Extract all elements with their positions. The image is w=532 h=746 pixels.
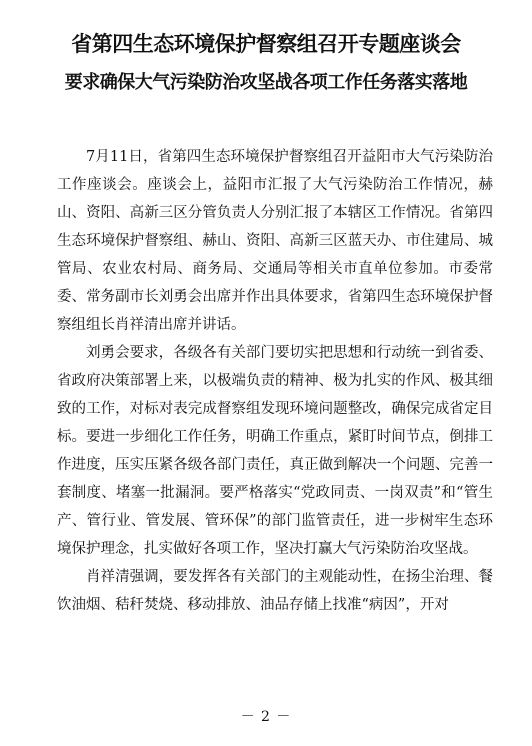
paragraph-3: 肖祥清强调，要发挥各有关部门的主观能动性，在扬尘治理、餐饮油烟、秸秆焚烧、移动排放、油品存储上找准“病因”，开对 — [57, 569, 493, 613]
paragraph-1: 7月11日，省第四生态环境保护督察组召开益阳市大气污染防治工作座谈会。座谈会上，益阳市汇报了大气污染防治工作情况，赫山、资阳、高新三区分管负责人分别汇报了本辖区工作情况。省第四生态环境保护督察组、赫山、资阳、高新三区蓝天办、市住建局、城管局、农业农村局、商务局、交通局等相关市直单位参加。市委常委、常务副市长刘勇会出席并作出具体要求，省第四生态环境保护督察组组长肖祥清出席并讲话。 — [57, 149, 493, 333]
article-body — [57, 143, 493, 619]
headline-subtitle: 要求确保大气污染防治攻坚战各项工作任务落实落地 — [64, 72, 468, 93]
paragraph-2: 刘勇会要求，各级各有关部门要切实把思想和行动统一到省委、省政府决策部署上来，以极端负责的精神、极为扎实的作风、极其细致的工作，对标对表完成督察组发现环境问题整改，确保完成省定目标。要进一步细化工作任务，明确工作重点，紧盯时间节点，倒排工作进度，压实压紧各级各部门责任，真正做到解决一个问题、完善一套制度、堵塞一批漏洞。要严格落实“党政同责、一岗双责”和“管生产、管行业、管发展、管环保”的部门监管责任，进一步树牢生态环境保护理念，扎实做好各项工作，坚决打赢大气污染防治攻坚战。 — [57, 345, 493, 557]
headline-title: 省第四生态环境保护督察组召开专题座谈会 — [71, 32, 461, 56]
page-number: － 2 － — [240, 709, 292, 725]
